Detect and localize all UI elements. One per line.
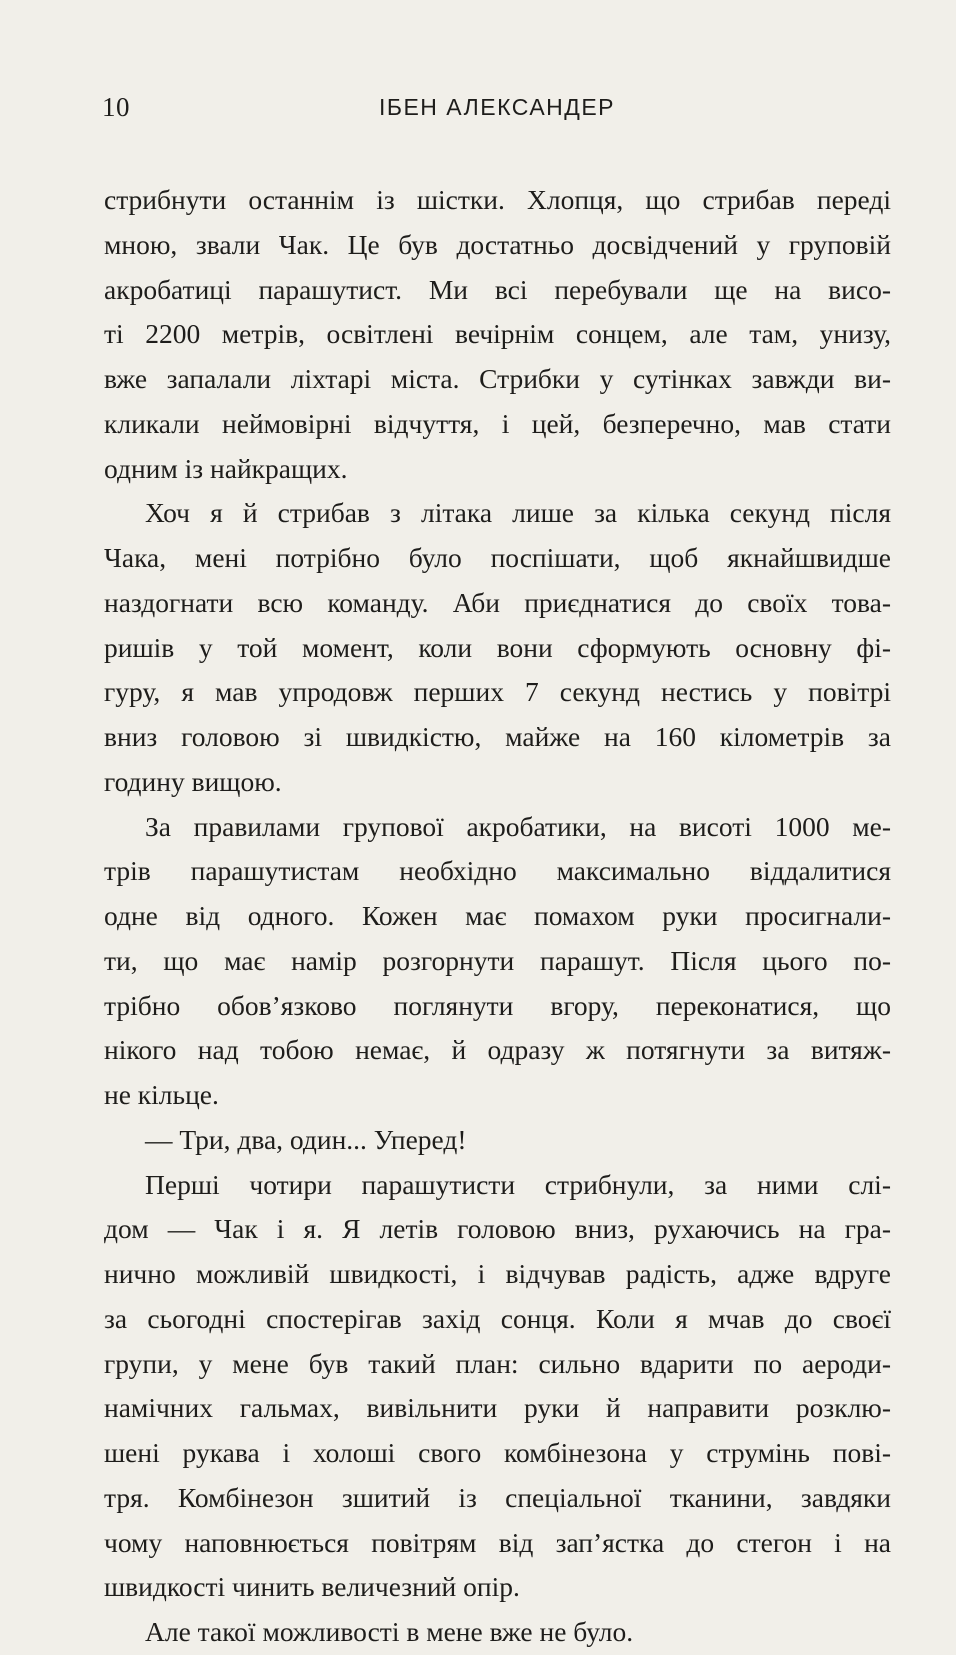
page-number: 10	[102, 92, 130, 122]
text-line: нично можливій швидкості, і відчував радість, адже вдруге	[104, 1258, 891, 1289]
text-line: акробатиці парашутист. Ми всі перебували ще на висо-	[104, 273, 891, 305]
running-head	[102, 92, 892, 128]
text-line: гуру, я мав упродовж перших 7 секунд нестись у повітрі	[104, 676, 891, 708]
text-line: швидкості чинить величезний опір.	[104, 1571, 520, 1603]
text-line: За правилами групової акробатики, на висоті 1000 ме-	[145, 810, 891, 842]
text-line: шені рукава і холоші свого комбінезона у струмінь пові-	[104, 1437, 891, 1468]
text-line: Перші чотири парашутисти стрибнули, за ними слі-	[145, 1168, 891, 1200]
running-title: ІБЕН АЛЕКСАНДЕР	[378, 94, 616, 120]
text-line: — Три, два, один... Уперед!	[145, 1123, 467, 1155]
text-line: мною, звали Чак. Це був достатньо досвідчений у груповій	[104, 228, 891, 260]
text-line: тря. Комбінезон зшитий із спеціальної тканини, завдяки	[104, 1481, 891, 1513]
text-line: одне від одного. Кожен має помахом руки просигнали-	[104, 900, 891, 931]
text-line: дом — Чак і я. Я летів головою вниз, рухаючись на гра-	[104, 1213, 891, 1245]
text-line: годину вищою.	[104, 765, 282, 797]
text-line: не кільце.	[104, 1079, 219, 1110]
text-line: ті 2200 метрів, освітлені вечірнім сонцем, але там, унизу,	[104, 318, 891, 350]
text-line: Хоч я й стрибав з літака лише за кілька секунд після	[145, 497, 891, 529]
text-line: вниз головою зі швидкістю, майже на 160 кілометрів за	[104, 721, 891, 752]
text-line: одним із найкращих.	[104, 452, 348, 484]
text-line: Чака, мені потрібно було поспішати, щоб якнайшвидше	[104, 542, 891, 573]
text-line: наздогнати всю команду. Аби приєднатися до своїх това-	[104, 586, 891, 618]
text-line: стрибнути останнім із шістки. Хлопця, що стрибав переді	[104, 184, 891, 215]
text-line: групи, у мене був такий план: сильно вдарити по аероди-	[104, 1347, 891, 1379]
text-line: нікого над тобою немає, й одразу ж потягнути за витяж-	[104, 1034, 891, 1066]
text-line: намічних гальмах, вивільнити руки й направити розклю-	[104, 1392, 891, 1424]
text-line: вже запалали ліхтарі міста. Стрибки у сутінках завжди ви-	[104, 363, 891, 394]
text-line: кликали неймовірні відчуття, і цей, безперечно, мав стати	[104, 407, 891, 439]
text-line: ти, що має намір розгорнути парашут. Після цього по-	[104, 944, 891, 976]
body-text	[104, 178, 891, 1655]
text-line: за сьогодні спостерігав захід сонця. Коли я мчав до своєї	[104, 1302, 891, 1334]
text-line: трів парашутистам необхідно максимально віддалитися	[104, 855, 891, 887]
text-line: ришів у той момент, коли вони сформують основну фі-	[104, 631, 891, 663]
text-line: чому наповнюється повітрям від зап’ястка до стегон і на	[104, 1526, 891, 1558]
text-line: Але такої можливості в мене вже не було.	[145, 1616, 634, 1647]
text-line: трібно обов’язково поглянути вгору, переконатися, що	[104, 989, 891, 1021]
